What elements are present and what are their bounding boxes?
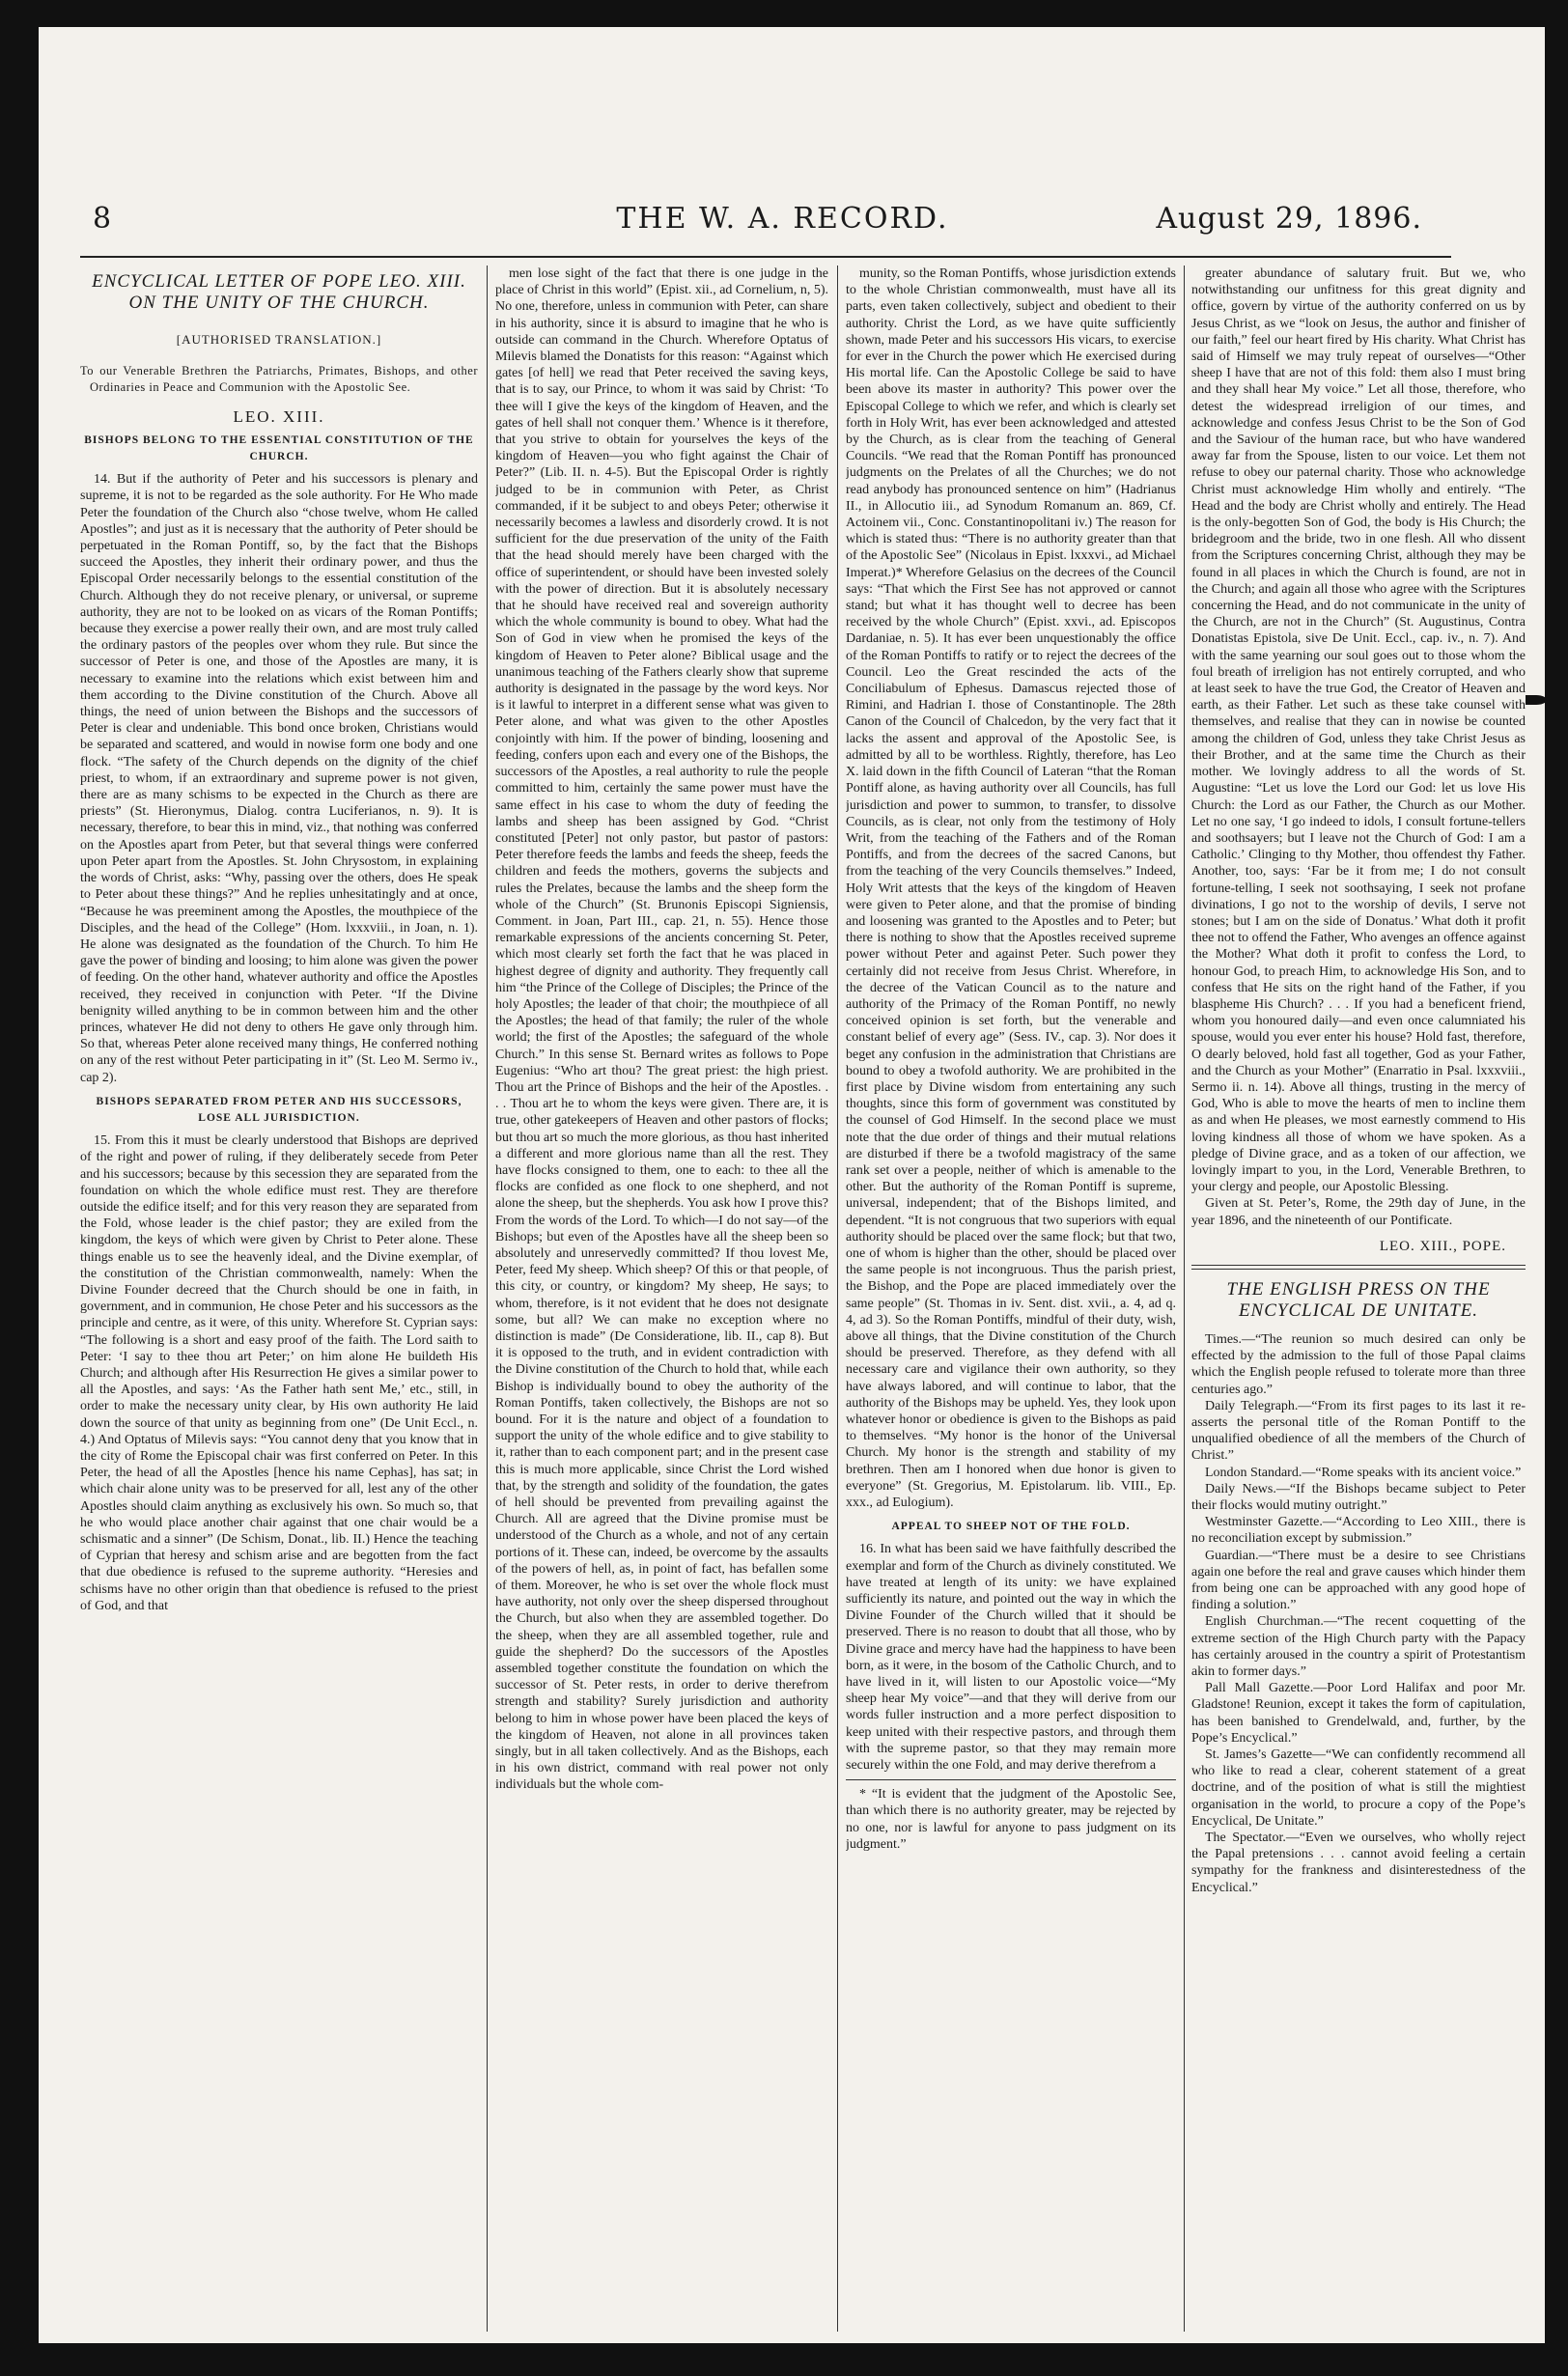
- translation-note: [AUTHORISED TRANSLATION.]: [176, 332, 382, 347]
- press-quote: Westminster Gazette.—“According to Leo XIII., there is no reconciliation except by submission.”: [1191, 1515, 1526, 1547]
- pope-name: LEO. XIII.: [233, 406, 325, 426]
- scan-border-top: [0, 0, 1568, 27]
- press-quote: Guardian.—“There must be a desire to see Christians again one before the real and grave causes which hinder them from being one can be approached with any good hope of finding a solution.”: [1191, 1548, 1526, 1613]
- section-heading: BISHOPS SEPARATED FROM PETER AND HIS SUCCESSORS, LOSE ALL JURISDICTION.: [96, 1095, 462, 1124]
- scan-border-left: [0, 0, 39, 2376]
- press-quote: The Spectator.—“Even we ourselves, who wholly reject the Papal pretensions . . . cannot avoid feeling a certain sympathy for the frankness and disinterestedness of the Encyclical.”: [1191, 1831, 1526, 1895]
- section-rule: [1191, 1265, 1526, 1270]
- press-quote: St. James’s Gazette—“We can confidently recommend all who like to read a clear, coherent statement of a great doctrine, and of the position of what is still the mightiest organisation in the world, to procure a copy of the Pope’s Encyclical, De Unitate.”: [1191, 1747, 1526, 1829]
- section-heading: BISHOPS BELONG TO THE ESSENTIAL CONSTITUTION OF THE CHURCH.: [84, 433, 474, 463]
- masthead: [66, 188, 1499, 246]
- column-rule: [487, 266, 488, 2332]
- paragraph: 16. In what has been said we have faithfully described the exemplar and form of the Church as divinely constituted. We have treated at length of its unity: we have explained sufficiently its nature, and pointed out the way in which the Divine Founder of the Church willed that it should be preserved. There is no reason to doubt that all those, who by Divine grace and mercy have had the happiness to have been born, as it were, in the bosom of the Catholic Church, and to have lived in it, will listen to our Apostolic voice—“My sheep hear My voice”—and that they will derive from our words fuller instruction and a more perfect disposition to keep united with their respective pastors, and through them with the supreme pastor, so that they may remain more securely within the one Fold, and may derive therefrom a: [846, 1542, 1176, 1774]
- paragraph: munity, so the Roman Pontiffs, whose jurisdiction extends to the whole Christian commonwealth, must have all its parts, even taken collectively, subject and obedient to their authority. Christ the Lord, as we have quite sufficiently shown, made Peter and his successors His vicars, to exercise for ever in the Church the power which He exercised during His mortal life. Can the Apostolic College be said to have been above its master in authority? This power over the Episcopal College to which we refer, and which is clearly set forth in Holy Writ, has ever been acknowledged and attested by the Church, as is clear from the teaching of General Councils. “We read that the Roman Pontiff has pronounced judgments on the Prelates of all the Churches; we do not read anybody has pronounced sentence on him” (Hadrianus II., in Allocutio iii., ad Synodum Romanum an. 869, Cf. Actoinem vii., Conc. Constantinopolitani iv.) The reason for which is stated thus: “There is no authority greater than that of the Apostolic See” (Nicolaus in Epist. lxxxvi., ad Michael Imperat.)* Wherefore Gelasius on the decrees of the Council says: “That which the First See has not approved or cannot stand; but what it has thought well to decree has been received by the whole Church” (Epist. xxvi., ad. Episcopos Dardaniae, n. 5). It has ever been unquestionably the office of the Roman Pontiffs to ratify or to reject the decrees of the Council. Leo the Great rescinded the acts of the Conciliabulum of Ephesus. Damascus rejected those of Rimini, and Hadrian I. those of Constantinople. The 28th Canon of the Council of Chalcedon, by the very fact that it lacks the assent and approval of the Apostolic See, is admitted by all to be worthless. Rightly, therefore, has Leo X. laid down in the fifth Council of Lateran “that the Roman Pontiff alone, as having authority over all Councils, has full jurisdiction and power to summon, to transfer, to dissolve Councils, as is clear, not only from the testimony of Holy Writ, from the teaching of the Fathers and of the Roman Pontiffs, and from the decrees of the sacred Canons, but from the teaching of the very Councils themselves.” Indeed, Holy Writ attests that the keys of the kingdom of Heaven were given to Peter alone, and that the promise of binding and loosening was granted to the Apostles and to Peter; but there is nothing to show that the Apostles received supreme power without Peter and against Peter. Such power they certainly did not receive from Jesus Christ. Wherefore, in the decree of the Vatican Council as to the nature and authority of the Primacy of the Roman Pontiff, no newly conceived opinion is set forth, but the venerable and constant belief of every age” (Sess. IV., cap. 3). Nor does it beget any confusion in the administration that Christians are bound to obey a twofold authority. We are prohibited in the first place by Divine wisdom from entertaining any such thoughts, since this form of government was constituted by the counsel of God Himself. In the second place we must note that the due order of things and their mutual relations are disturbed if there be a twofold magistracy of the same rank set over a people, neither of which is amenable to the other. But the authority of the Roman Pontiff is supreme, universal, independent; that of the Bishops limited, and dependent. “It is not congruous that two superiors with equal authority should be placed over the same flock; but that two, one of whom is higher than the other, should be placed over the same people is not incongruous. Thus the parish priest, the Bishop, and the Pope are placed immediately over the same people” (St. Thomas in iv. Sent. dist. xvii., a. 4, ad q. 4, ad 3). So the Roman Pontiffs, mindful of their duty, wish, above all things, that the Divine constitution of the Church should be preserved. Therefore, as they defend with all necessary care and vigilance their own authority, so they have always labored, and will continue to labor, that the authority of the Bishops may be upheld. Yes, they look upon whatever honor or obedience is given to the Bishops as paid to themselves. “My honor is the honor of the Universal Church. My honor is the strength and stability of my brethren. Then am I honored when due honor is given to everyone” (St. Gregorius, M. Epistolarum. lib. VIII., Ep. xxx., ad Eulogium).: [846, 266, 1176, 1511]
- paragraph: men lose sight of the fact that there is one judge in the place of Christ in this world” (Epist. xii., ad Cornelium, n, 5). No one, therefore, unless in communion with Peter, can share in his authority, since it is absurd to imagine that he who is outside can command in the Church. Wherefore Optatus of Milevis blamed the Donatists for this reason: “Against which gates [of hell] we read that Peter received the saving keys, that is to say, our Prince, to whom it was said by Christ: ‘To thee will I give the keys of the kingdom of Heaven, and the gates of hell shall not conquer them.’ Whence is it therefore, that you strive to obtain for yourselves the keys of the kingdom of Heaven—you who fight against the Chair of Peter?” (Lib. II. n. 4-5). But the Episcopal Order is rightly judged to be in communion with Peter, as Christ commanded, if it be subject to and obeys Peter; otherwise it necessarily becomes a lawless and disorderly crowd. It is not sufficient for the due preservation of the unity of the Faith that the head should merely have been charged with the office of superintendent, or should have been invested solely with the power of direction. But it is absolutely necessary that he should have received real and sovereign authority which the whole community is bound to obey. What had the Son of God in view when he promised the keys of the kingdom of Heaven to Peter alone? Biblical usage and the unanimous teaching of the Fathers clearly show that supreme authority is designated in the passage by the word keys. Nor is it lawful to interpret in a different sense what was given to Peter alone, and what was given to the other Apostles conjointly with him. If the power of binding, loosening and feeding, confers upon each and every one of the Bishops, the successors of the Apostles, a real authority to rule the people committed to him, certainly the same power must have the same effect in his case to whom the duty of feeding the lambs and sheep has been assigned by God. “Christ constituted [Peter] not only pastor, but pastor of pastors: Peter therefore feeds the lambs and feeds the sheep, feeds the children and feeds the mothers, governs the subjects and rules the Prelates, because the lambs and the sheep form the whole of the Church” (St. Brunonis Episcopi Signiensis, Comment. in Joan, Part III., cap. 21, n. 55). Hence those remarkable expressions of the ancients concerning St. Peter, which most clearly set forth the fact that he was placed in highest degree of dignity and authority. They frequently call him “the Prince of the College of Disciples; the Prince of the holy Apostles; the leader of that choir; the mouthpiece of all the Apostles; the head of that family; the ruler of the whole world; the first of the Apostles; the safeguard of the whole Church.” In this sense St. Bernard writes as follows to Pope Eugenius: “Who art thou? The great priest: the high priest. Thou art the Prince of Bishops and the heir of the Apostles. . . . Thou art he to whom the keys were given. There are, it is true, other gatekeepers of Heaven and other pastors of flocks; but thou art so much the more glorious, as thou hast inherited a different and more glorious name than all the rest. They have flocks consigned to them, one to each: to thee all the flocks are confided as one flock to one shepherd, and not alone the sheep, but the shepherds. You ask how I prove this? From the words of the Lord. To which—I do not say—of the Bishops; but even of the Apostles have all the sheep been so absolutely and unreservedly committed? If thou lovest Me, Peter, feed My sheep. Which sheep? Of this or that people, of this city, or country, or kingdom? My sheep, He says; to whom, therefore, is it not evident that he does not designate some, but all? We can make no exception where no distinction is made” (De Consideratione, lib. II., cap 8). But it is opposed to the truth, and in evident contradiction with the Divine constitution of the Church to hold that, while each Bishop is individually bound to obey the authority of the Roman Pontiffs, taken collectively, the Bishops are not so bound. For it is the nature and object of a foundation to support the unity of the whole edifice and to give stability to it, rather than to each component part; and in the present case this is much more applicable, since Christ the Lord wished that, by the strength and solidity of the foundation, the gates of hell should be prevented from prevailing against the Church. All are agreed that the Divine promise must be understood of the Church as a whole, and not of any certain portions of it. These can, indeed, be overcome by the assaults of the powers of hell, as, in point of fact, has befallen some of them. Moreover, he who is set over the whole flock must have authority, not only over the sheep dispersed throughout the Church, but also when they are assembled together. Do the sheep, when they are all assembled together, rule and guide the shepherd? Do the successors of the Apostles assembled together constitute the foundation on which the successor of St. Peter rests, in order to derive therefrom strength and stability? Surely jurisdiction and authority belong to him in whose power have been placed the keys of the kingdom of Heaven, not alone in all provinces taken singly, but in all taken collectively. And as the Bishops, each in his own district, command with real power not only individuals but the whole com-: [495, 266, 828, 1793]
- footnote-rule: [846, 1779, 1176, 1780]
- page-number: 8: [93, 202, 112, 236]
- press-quote: London Standard.—“Rome speaks with its ancient voice.”: [1205, 1465, 1522, 1480]
- paragraph: 14. But if the authority of Peter and his successors is plenary and supreme, it is not to be regarded as the sole authority. For He Who made Peter the foundation of the Church also “chose twelve, whom He called Apostles”; and just as it is necessary that the authority of Peter should be perpetuated in the Roman Pontiff, so, by the fact that the Bishops succeed the Apostles, they inherit their ordinary power, and thus the Episcopal Order necessarily belongs to the essential constitution of the Church. Although they do not receive plenary, or universal, or supreme authority, they are not to be looked on as vicars of the Roman Pontiffs; because they exercise a power really their own, and are most truly called the ordinary pastors of the peoples over whom they rule. But since the successor of Peter is one, and those of the Apostles are many, it is necessary to examine into the relations which exist between him and them according to the Divine constitution of the Church. Above all things, the need of union between the Bishops and the successors of Peter is clear and undeniable. This bond once broken, Christians would be separated and scattered, and would in nowise form one body and one flock. “The safety of the Church depends on the dignity of the chief priest, to whom, if an extraordinary and supreme power is not given, there are as many schisms to be expected in the Church as there are priests” (St. Hieronymus, Dialog. contra Luciferianos, n. 9). It is necessary, therefore, to bear this in mind, viz., that nothing was conferred on the Apostles apart from Peter, but that several things were conferred upon Peter apart from the Apostles. St. John Chrysostom, in explaining the words of Christ, asks: “Why, passing over the others, does He speak to Peter about these things?” And he replies unhesitatingly and at once, “Because he was preeminent among the Apostles, the mouthpiece of the Disciples, and the head of the College” (Hom. lxxxviii., in Joan, n. 1). He alone was designated as the foundation of the Church. To him He gave the power of binding and loosing; to him alone was given the power of feeding. On the other hand, whatever authority and office the Apostles received, they received in conjunction with Peter. “If the Divine benignity willed anything to be in common between him and the other princes, whatever He did not deny to others He gave only through him. So that, whereas Peter alone received many things, He conferred nothing on any of the rest without Peter participating in it” (St. Leo M. Sermo iv., cap 2).: [80, 472, 478, 1085]
- column-1: [80, 266, 478, 2341]
- issue-date: August 29, 1896.: [1156, 202, 1422, 236]
- press-quote: Daily News.—“If the Bishops became subject to Peter their flocks would mutiny outright.”: [1191, 1481, 1526, 1514]
- press-quote: Pall Mall Gazette.—Poor Lord Halifax and poor Mr. Gladstone! Reunion, except it takes the form of capitulation, has been banished to Grendelwald, and, further, by the Pope’s Encyclical.”: [1191, 1681, 1526, 1746]
- column-rule: [1184, 266, 1185, 2332]
- column-rule: [837, 266, 838, 2332]
- column-3: [846, 266, 1176, 2341]
- masthead-rule: [80, 256, 1451, 258]
- paper-title: THE W. A. RECORD.: [616, 202, 949, 236]
- scan-border-right: [1545, 0, 1568, 2376]
- press-quote: Daily Telegraph.—“From its first pages to its last it re-asserts the personal title of the Roman Pontiff to the unqualified obedience of all the members of the Church of Christ.”: [1191, 1398, 1526, 1464]
- press-section-title: THE ENGLISH PRESS ON THE ENCYCLICAL DE UNITATE.: [1226, 1278, 1491, 1321]
- paragraph: greater abundance of salutary fruit. But we, who notwithstanding our unfitness for this great dignity and office, govern by virtue of the authority conferred on us by Jesus Christ, as we “look on Jesus, the author and finisher of our faith,” feel our heart fired by His charity. What Christ has said of Himself we may truly repeat of ourselves—“Other sheep I have that are not of this fold: them also I must bring and they shall hear My voice.” Let all those, therefore, who detest the widespread irreligion of our times, and acknowledge and confess Jesus Christ to be the Son of God and the Saviour of the human race, but who have wandered away far from the Spouse, listen to our voice. Let them not refuse to obey our paternal charity. Those who acknowledge Christ must acknowledge Him wholly and entirely. “The Head and the body are Christ wholly and entirely. The Head is the only-begotten Son of God, the body is His Church; the bridegroom and the bride, two in one flesh. All who dissent from the Scriptures concerning Christ, although they may be found in all places in which the Church is found, are not in the Church; and again all those who agree with the Scriptures concerning the Head, and do not communicate in the unity of the Church, are not in the Church” (St. Augustinus, Contra Donatistas Epistola, sive De Unit. Eccl., cap. iv., n. 7). And with the same yearning our soul goes out to those whom the foul breath of irreligion has not entirely corrupted, and who at least seek to have the true God, the Creator of Heaven and earth, as their Father. Let such as these take counsel with themselves, and realise that they can in nowise be counted among the children of God, unless they take Christ Jesus as their Brother, and at the same time the Church as their mother. We lovingly address to all the words of St. Augustine: “Let us love the Lord our God: let us love His Church: the Lord as our Father, the Church as our Mother. Let no one say, ‘I go indeed to idols, I consult fortune-tellers and soothsayers; but I leave not the Church of God: I am a Catholic.’ Clinging to thy Mother, thou offendest thy Father. Another, too, says: ‘Far be it from me; I do not consult fortune-telling, I seek not soothsaying, I seek not profane divinations, I go not to the worship of devils, I serve not stones; but I am on the side of Donatus.’ What doth it profit thee not to offend the Father, Who avenges an offence against the Mother? What doth it profit to confess the Lord, to honour God, to preach Him, to acknowledge His Son, and to confess that He sits on the right hand of the Father, if you blaspheme His Church? . . . If you had a beneficent friend, whom you honoured daily—and even once calumniated his spouse, would you ever enter his house? Hold fast, therefore, O dearly beloved, hold fast all together, God as your Father, and the Church as your Mother” (Enarratio in Psal. lxxxviii., Sermo ii. n. 14). Above all things, trusting in the mercy of God, Who is able to move the hearts of men to incline them as and when He pleases, we most earnestly commend to His loving kindness all those of whom we have spoken. As a pledge of Divine grace, and as a token of our affection, we lovingly impart to you, in the Lord, Venerable Brethren, to your clergy and people, our Apostolic Blessing.: [1191, 266, 1526, 1195]
- scan-border-bottom: [0, 2343, 1568, 2376]
- section-heading: APPEAL TO SHEEP NOT OF THE FOLD.: [891, 1521, 1131, 1533]
- press-quote: English Churchman.—“The recent coquetting of the extreme section of the High Church party with the Papacy has certainly aroused in the country a spirit of Protestantism akin to former days.”: [1191, 1614, 1526, 1680]
- column-2: [495, 266, 828, 2341]
- newspaper-page: [66, 188, 1526, 2346]
- article-title: ENCYCLICAL LETTER OF POPE LEO. XIII. ON THE UNITY OF THE CHURCH.: [92, 271, 466, 313]
- signature: LEO. XIII., POPE.: [1379, 1238, 1506, 1254]
- address-line: To our Venerable Brethren the Patriarchs, Primates, Bishops, and other Ordinaries in Peace and Communion with the Apostolic See.: [80, 364, 478, 395]
- binding-mark: [1526, 695, 1547, 705]
- paragraph: 15. From this it must be clearly understood that Bishops are deprived of the right and power of ruling, if they deliberately secede from Peter and his successors; because by this secession they are separated from the foundation on which the whole edifice must rest. They are therefore outside the edifice itself; and for this very reason they are separated from the Fold, whose leader is the chief pastor; they are exiled from the kingdom, the keys of which were given by Christ to Peter alone. These things enable us to see the heavenly ideal, and the Divine exemplar, of the constitution of the Christian commonwealth, namely: When the Divine Founder decreed that the Church should be one in faith, in government, and in communion, He chose Peter and his successors as the principle and centre, as it were, of this unity. Wherefore St. Cyprian says: “The following is a short and easy proof of the faith. The Lord saith to Peter: ‘I say to thee thou art Peter;’ on him alone He buildeth His Church; and although after His Resurrection He gives a similar power to all the Apostles, and says: ‘As the Father hath sent Me,’ etc., still, in order to make the necessary unity clear, by His own authority He laid down the source of that unity as beginning from one” (De Unit Eccl., n. 4.) And Optatus of Milevis says: “You cannot deny that you know that in the city of Rome the Episcopal chair was first conferred on Peter. In this Peter, the head of all the Apostles [hence his name Cephas], has sat; in which chair alone unity was to be preserved for all, lest any of the other Apostles should claim anything as exclusively his own. So much so, that he who would place another chair against that one chair would be a schismatic and a sinner” (De Schism, Donat., lib. II.) Hence the teaching of Cyprian that heresy and schism arise and are begotten from the fact that due obedience is refused to the supreme authority. “Heresies and schisms have no other origin than that obedience is refused to the priest of God, and that: [80, 1133, 478, 1613]
- paragraph: Given at St. Peter’s, Rome, the 29th day of June, in the year 1896, and the nineteenth of our Pontificate.: [1191, 1196, 1526, 1228]
- column-4: [1191, 266, 1526, 2341]
- press-quote: Times.—“The reunion so much desired can only be effected by the admission to the full of those Papal claims which the English people refused to tolerate more than three centuries ago.”: [1191, 1331, 1526, 1397]
- footnote: * “It is evident that the judgment of the Apostolic See, than which there is no authority greater, may be rejected by no one, nor is lawful for anyone to pass judgment on its judgment.”: [846, 1787, 1176, 1852]
